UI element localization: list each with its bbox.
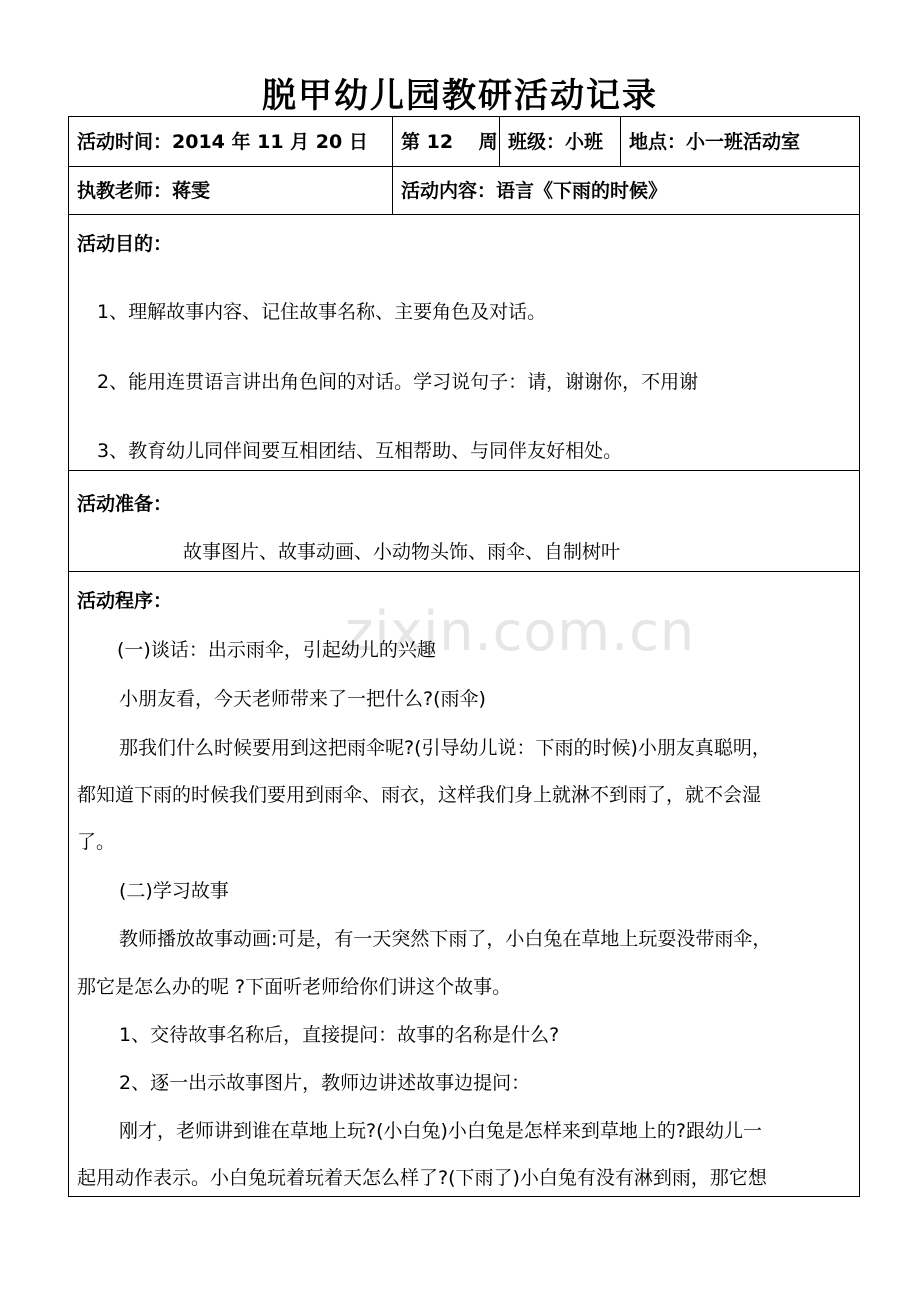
procedure-line: 教师播放故事动画:可是，有一天突然下雨了，小白兔在草地上玩耍没带雨伞，: [119, 928, 772, 950]
activity-content: 活动内容：语言《下雨的时候》: [392, 167, 860, 214]
procedure-line: 都知道下雨的时候我们要用到雨伞、雨衣，这样我们身上就淋不到雨了，就不会湿: [77, 784, 762, 806]
prep-section: [69, 471, 859, 572]
procedure-line: 2、逐一出示故事图片，教师边讲述故事边提问：: [119, 1072, 531, 1094]
goals-section: [69, 215, 859, 471]
procedure-line: (二)学习故事: [119, 880, 229, 902]
document-title: 脱甲幼儿园教研活动记录: [262, 76, 658, 116]
procedure-line: 小朋友看，今天老师带来了一把什么?(雨伞): [119, 688, 486, 710]
procedure-line: 1、交待故事名称后，直接提问：故事的名称是什么?: [119, 1024, 560, 1046]
procedure-section: [69, 572, 859, 1196]
procedure-line: (一)谈话：出示雨伞，引起幼儿的兴趣: [117, 639, 436, 661]
class-name: 班级：小班: [499, 117, 620, 166]
activity-time: 活动时间：2014 年 11 月 20 日: [77, 131, 368, 153]
prep-heading: 活动准备：: [77, 493, 173, 515]
goal-item: 3、教育幼儿同伴间要互相团结、互相帮助、与同伴友好相处。: [97, 440, 623, 462]
procedure-heading: 活动程序：: [77, 590, 173, 612]
procedure-line: 刚才，老师讲到谁在草地上玩?(小白兔)小白兔是怎样来到草地上的?跟幼儿一: [119, 1120, 762, 1142]
procedure-line: 了。: [77, 831, 116, 853]
procedure-line: 起用动作表示。小白兔玩着玩着天怎么样了?(下雨了)小白兔有没有淋到雨，那它想: [77, 1167, 767, 1189]
goal-item: 1、理解故事内容、记住故事名称、主要角色及对话。: [97, 301, 547, 323]
week-number: 第 12 周: [392, 117, 499, 166]
activity-place: 地点：小一班活动室: [620, 117, 860, 166]
goals-heading: 活动目的：: [77, 233, 173, 255]
header-row-1: [69, 117, 859, 167]
procedure-line: 那我们什么时候要用到这把雨伞呢?(引导幼儿说：下雨的时候)小朋友真聪明，: [119, 737, 771, 759]
watermark: zixin.com.cn: [345, 600, 696, 663]
header-row-2: [69, 167, 859, 215]
procedure-line: 那它是怎么办的呢 ?下面听老师给你们讲这个故事。: [77, 976, 512, 998]
record-table: [68, 116, 860, 1197]
prep-materials: 故事图片、故事动画、小动物头饰、雨伞、自制树叶: [183, 541, 621, 563]
goal-item: 2、能用连贯语言讲出角色间的对话。学习说句子：请，谢谢你，不用谢: [97, 371, 699, 393]
teacher-name: 执教老师：蒋雯: [77, 180, 211, 202]
